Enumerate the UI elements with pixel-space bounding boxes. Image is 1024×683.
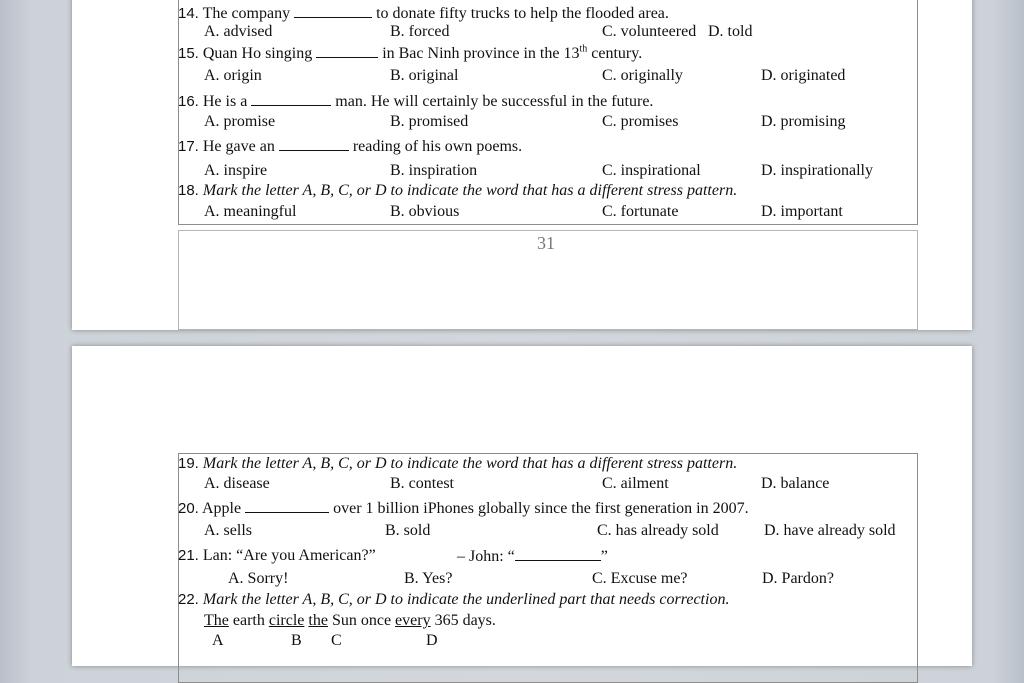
answer-blank (316, 44, 378, 58)
option-c: C. promises (602, 113, 679, 130)
question-14: 14. The company to donate fifty trucks to help the flooded area. (178, 5, 669, 22)
option-c: C. Excuse me? (592, 570, 688, 587)
option-b: B. sold (385, 522, 431, 539)
option-a: A. inspire (204, 162, 268, 179)
question-22: 22. Mark the letter A, B, C, or D to indicate the underlined part that needs correction. (178, 591, 730, 608)
option-d: D. told (708, 23, 753, 40)
question-16: 16. He is a man. He will certainly be successful in the future. (178, 93, 654, 110)
option-d: D. have already sold (764, 522, 896, 539)
option-c: C. fortunate (602, 203, 679, 220)
question-21-response: – John: “ ” (457, 548, 608, 565)
option-b: B. forced (390, 23, 450, 40)
answer-blank (245, 499, 329, 513)
option-c: C. volunteered (602, 23, 697, 40)
option-d: D. Pardon? (762, 570, 834, 587)
option-a: A. promise (204, 113, 276, 130)
question-20: 20. Apple over 1 billion iPhones globally since the first generation in 2007. (178, 500, 749, 517)
question-21: 21. Lan: “Are you American?” (178, 547, 376, 564)
underline-label-b: B (291, 632, 302, 649)
option-a: A. disease (204, 475, 270, 492)
document-page-2 (72, 346, 972, 666)
answer-blank (251, 92, 331, 106)
option-b: B. original (390, 67, 459, 84)
option-b: B. contest (390, 475, 454, 492)
document-page-1 (72, 0, 972, 330)
option-c: C. ailment (602, 475, 669, 492)
option-b: B. Yes? (404, 570, 453, 587)
option-d: D. important (761, 203, 843, 220)
question-17: 17. He gave an reading of his own poems. (178, 138, 523, 155)
underline-label-d: D (426, 632, 438, 649)
option-c: C. originally (602, 67, 683, 84)
option-c: C. has already sold (597, 522, 719, 539)
question-22-sentence: The earth circle the Sun once every 365 days. (204, 612, 496, 629)
answer-blank (515, 547, 601, 561)
underline-label-a: A (212, 632, 224, 649)
page-number: 31 (537, 233, 555, 253)
option-d: D. promising (761, 113, 846, 130)
option-a: A. advised (204, 23, 273, 40)
question-15: 15. Quan Ho singing in Bac Ninh province in the 13th century. (178, 43, 643, 62)
question-19: 19. Mark the letter A, B, C, or D to indicate the word that has a different stress pattern. (178, 455, 738, 472)
option-c: C. inspirational (602, 162, 701, 179)
option-a: A. sells (204, 522, 252, 539)
option-a: A. meaningful (204, 203, 297, 220)
answer-blank (294, 4, 372, 18)
option-a: A. origin (204, 67, 262, 84)
question-18: 18. Mark the letter A, B, C, or D to indicate the word that has a different stress pattern. (178, 182, 738, 199)
option-d: D. inspirationally (761, 162, 873, 179)
answer-blank (279, 137, 349, 151)
option-d: D. balance (761, 475, 830, 492)
underline-label-c: C (331, 632, 342, 649)
option-b: B. obvious (390, 203, 460, 220)
option-d: D. originated (761, 67, 846, 84)
option-a: A. Sorry! (228, 570, 289, 587)
option-b: B. inspiration (390, 162, 478, 179)
option-b: B. promised (390, 113, 469, 130)
